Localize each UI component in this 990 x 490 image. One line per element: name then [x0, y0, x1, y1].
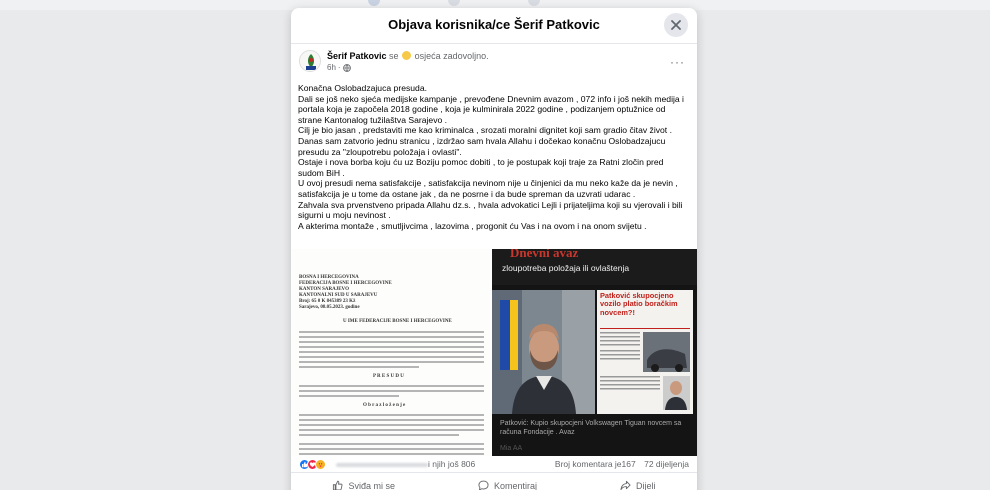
portrait-photo [492, 290, 595, 414]
modal-title: Objava korisnika/ce Šerif Patkovic [388, 17, 600, 32]
doc-text-line [299, 366, 419, 368]
post-time[interactable]: 6h [327, 63, 336, 72]
doc-reasoning: O b r a z l o ž e n j e [363, 403, 406, 408]
post-paragraph: Zahvala sva prvenstveno pripada Allahu dz.s. , hvala advokatici Lejli i prijateljima koji su vjerovali i bili sigurni u moju nevinost . [298, 199, 683, 221]
avatar[interactable] [299, 50, 321, 72]
doc-text-line [299, 419, 484, 421]
doc-header-line: BOSNA I HERCEGOVINA [299, 275, 359, 280]
shares-count[interactable]: 72 dijeljenja [644, 459, 689, 469]
comment-bubble-icon [478, 480, 489, 490]
post-actions [291, 473, 697, 490]
modal-header [291, 8, 697, 44]
nav-dot-icon [368, 0, 380, 6]
post-paragraph: Cilj je bio jasan , predstaviti me kao kriminalca , srozati moralni dignitet koji sam gradio čitav život . [298, 125, 672, 136]
post-meta [327, 63, 351, 72]
post-images [291, 249, 697, 456]
separator-dot: · [337, 63, 341, 72]
doc-header-line: KANTONALNI SUD U SARAJEVU [299, 293, 378, 298]
comments-count[interactable]: Broj komentara je167 [554, 459, 636, 469]
news-screenshot-image[interactable] [492, 249, 697, 456]
like-label: Sviđa mi se [348, 480, 396, 490]
doc-text-line [299, 429, 484, 431]
author-name[interactable]: Šerif Patkovic [327, 51, 387, 61]
reaction-icons[interactable] [299, 459, 323, 470]
doc-text-line [299, 390, 484, 392]
news-caption: Patković: Kupio skupocjeni Volkswagen Tiguan novcem sa računa Fondacije . Avaz [500, 420, 682, 436]
more-options-button[interactable]: ··· [670, 55, 685, 69]
doc-text-line [299, 341, 484, 343]
feeling-prefix: se [389, 51, 399, 61]
doc-header-line: KANTON SARAJEVO [299, 287, 349, 292]
news-bottom-text: Mia AA [500, 445, 523, 452]
post-header [291, 47, 697, 83]
post-text [291, 83, 697, 231]
share-arrow-icon [620, 480, 631, 490]
news-masthead: Dnevni avaz [510, 249, 579, 260]
doc-text-line [299, 385, 484, 387]
share-button[interactable] [608, 477, 668, 490]
blurred-names [336, 463, 428, 467]
clipping-graphic-icon [597, 290, 693, 414]
doc-text-line [299, 361, 484, 363]
share-label: Dijeli [635, 480, 656, 490]
doc-text-line [299, 448, 484, 450]
feeling-text: osjeća zadovoljno. [414, 51, 489, 61]
post-paragraph: Konačna Oslobadzajuca presuda. [298, 83, 427, 93]
public-globe-icon [343, 64, 351, 72]
post-paragraph: Danas sam zatvorio jednu stranicu , izdržao sam hvala Allahu i dočekao konačnu Oslobadzajucu presudu za "zloupotrebu položaja i ovlasti". [298, 135, 666, 157]
news-header [492, 249, 697, 285]
doc-header-line: Sarajevo, 08.05.2023. godine [299, 305, 360, 310]
comment-button[interactable] [466, 477, 549, 490]
news-subtitle: zloupotreba položaja ili ovlaštenja [502, 263, 630, 273]
doc-text-line [299, 414, 484, 416]
nav-dot-icon [448, 0, 460, 6]
nav-dot-icon [528, 0, 540, 6]
doc-text-line [299, 434, 459, 436]
post-paragraph: Ostaje i nova borba koju ću uz Boziju pomoc dobiti , to je postupak koji traje za Ratni zločin pred sudom BiH . [298, 157, 664, 178]
comment-label: Komentiraj [493, 480, 538, 490]
close-icon [671, 20, 681, 30]
doc-header-line: FEDERACIJA BOSNE I HERCEGOVINE [299, 281, 392, 286]
court-document-image[interactable] [291, 249, 492, 456]
care-reaction-icon [315, 459, 326, 470]
doc-header-line: Broj: 65 0 K 845389 23 Kž [299, 299, 356, 304]
doc-heading: U IME FEDERACIJE BOSNE I HERCEGOVINE [343, 319, 452, 324]
stats-right [555, 459, 689, 469]
newspaper-clipping [597, 290, 693, 414]
doc-text-line [299, 346, 484, 348]
post-paragraph: A akterima montaže , smutljivcima , lazovima , progonit ću Vas i na ovom i na onom svijetu . [298, 220, 647, 231]
doc-text-line [299, 336, 484, 338]
doc-text-line [299, 356, 484, 358]
close-button[interactable] [664, 13, 688, 37]
person-photo-icon [492, 290, 595, 414]
doc-text-line [299, 424, 484, 426]
doc-verdict: P R E S U D U [373, 374, 404, 379]
post-modal [291, 8, 697, 490]
like-button[interactable] [320, 477, 407, 490]
reactions-count[interactable]: i njih još 806 [428, 459, 476, 469]
doc-text-line [299, 453, 484, 455]
doc-text-line [299, 443, 484, 445]
thumbs-up-icon [332, 480, 343, 490]
reaction-stats [291, 456, 697, 473]
paper-headline: Patković skupocjeno vozilo platio boračkim novcem?! [600, 291, 678, 317]
doc-text-line [299, 395, 399, 397]
doc-text-line [299, 351, 484, 353]
author-line [327, 51, 489, 61]
avatar-logo-icon [300, 51, 321, 72]
doc-text-line [299, 331, 484, 333]
smile-emoji-icon [402, 51, 411, 60]
post-paragraph: Dali se još neko sjeća medijske kampanje , prevođene Dnevnim avazom , 072 info i još nekih medija i portala koja je započela 2018 godine , koja je kulminirala 2022 godine , podizanjem optužnice od strane Kantonalog tužilaštva Sarajevo . [298, 93, 684, 125]
post-paragraph: U ovoj presudi nema satisfakcije , satisfakcija nevinom nije u činjenici da mu neko kaže da je nevin , satisfakcija je u tome da ostane jak , da ne posrne i da bude spreman da uzvrati udarac . [298, 178, 678, 199]
